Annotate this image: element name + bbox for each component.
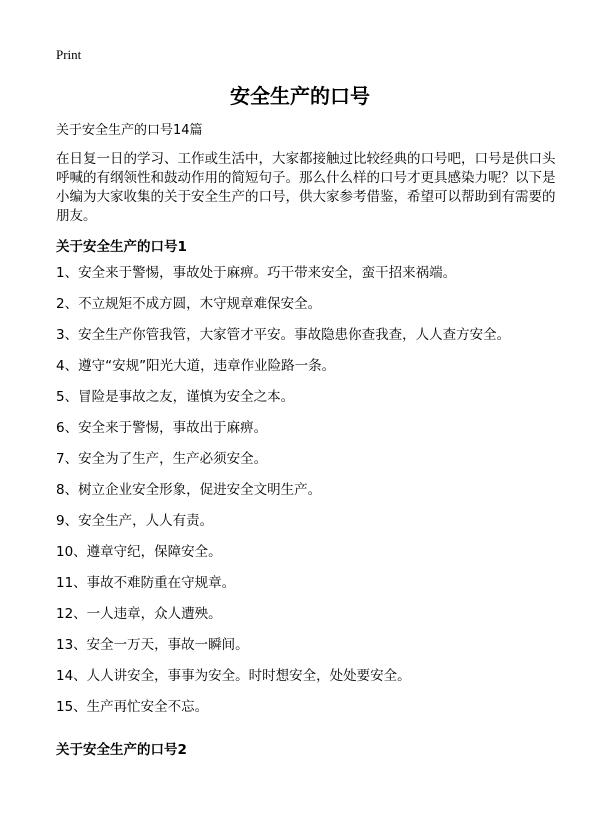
slogan-item: 1、安全来于警惕，事故处于麻痹。巧干带来安全，蛮干招来祸端。 xyxy=(56,265,457,281)
slogan-item: 4、遵守“安规”阳光大道，违章作业险路一条。 xyxy=(56,358,336,374)
slogan-list xyxy=(56,264,510,729)
intro-paragraph: 在日复一日的学习、工作或生活中，大家都接触过比较经典的口号吧，口号是供口头呼喊的有纲领性和鼓动作用的简短句子。那么什么样的口号才更具感染力呢？以下是小编为大家收集的关于安全生产的口号，供大家参考借鉴，希望可以帮助到有需要的朋友。 xyxy=(56,151,556,224)
section-heading-2: 关于安全生产的口号2 xyxy=(56,742,187,758)
slogan-item: 2、不立规矩不成方圆，木守规章难保安全。 xyxy=(56,296,322,312)
slogan-item: 11、事故不难防重在守规章。 xyxy=(56,575,236,591)
slogan-item: 13、安全一万天，事故一瞬间。 xyxy=(56,637,249,653)
slogan-item: 8、树立企业安全形象，促进安全文明生产。 xyxy=(56,482,322,498)
slogan-item: 7、安全为了生产，生产必须安全。 xyxy=(56,451,268,467)
slogan-item: 12、一人违章，众人遭殃。 xyxy=(56,606,222,622)
section-heading-1: 关于安全生产的口号1 xyxy=(56,239,187,255)
slogan-item: 10、遵章守纪，保障安全。 xyxy=(56,544,222,560)
slogan-item: 9、安全生产，人人有责。 xyxy=(56,513,214,529)
document-subtitle: 关于安全生产的口号14篇 xyxy=(56,123,203,138)
page-title: 安全生产的口号 xyxy=(230,84,370,108)
slogan-item: 3、安全生产你管我管，大家管才平安。事故隐患你查我查，人人查方安全。 xyxy=(56,327,511,343)
slogan-item: 14、人人讲安全，事事为安全。时时想安全，处处要安全。 xyxy=(56,668,411,684)
print-link[interactable]: Print xyxy=(56,47,82,62)
slogan-item: 15、生产再忙安全不忘。 xyxy=(56,699,209,715)
slogan-item: 5、冒险是事故之友，谨慎为安全之本。 xyxy=(56,389,295,405)
slogan-item: 6、安全来于警惕，事故出于麻痹。 xyxy=(56,420,268,436)
